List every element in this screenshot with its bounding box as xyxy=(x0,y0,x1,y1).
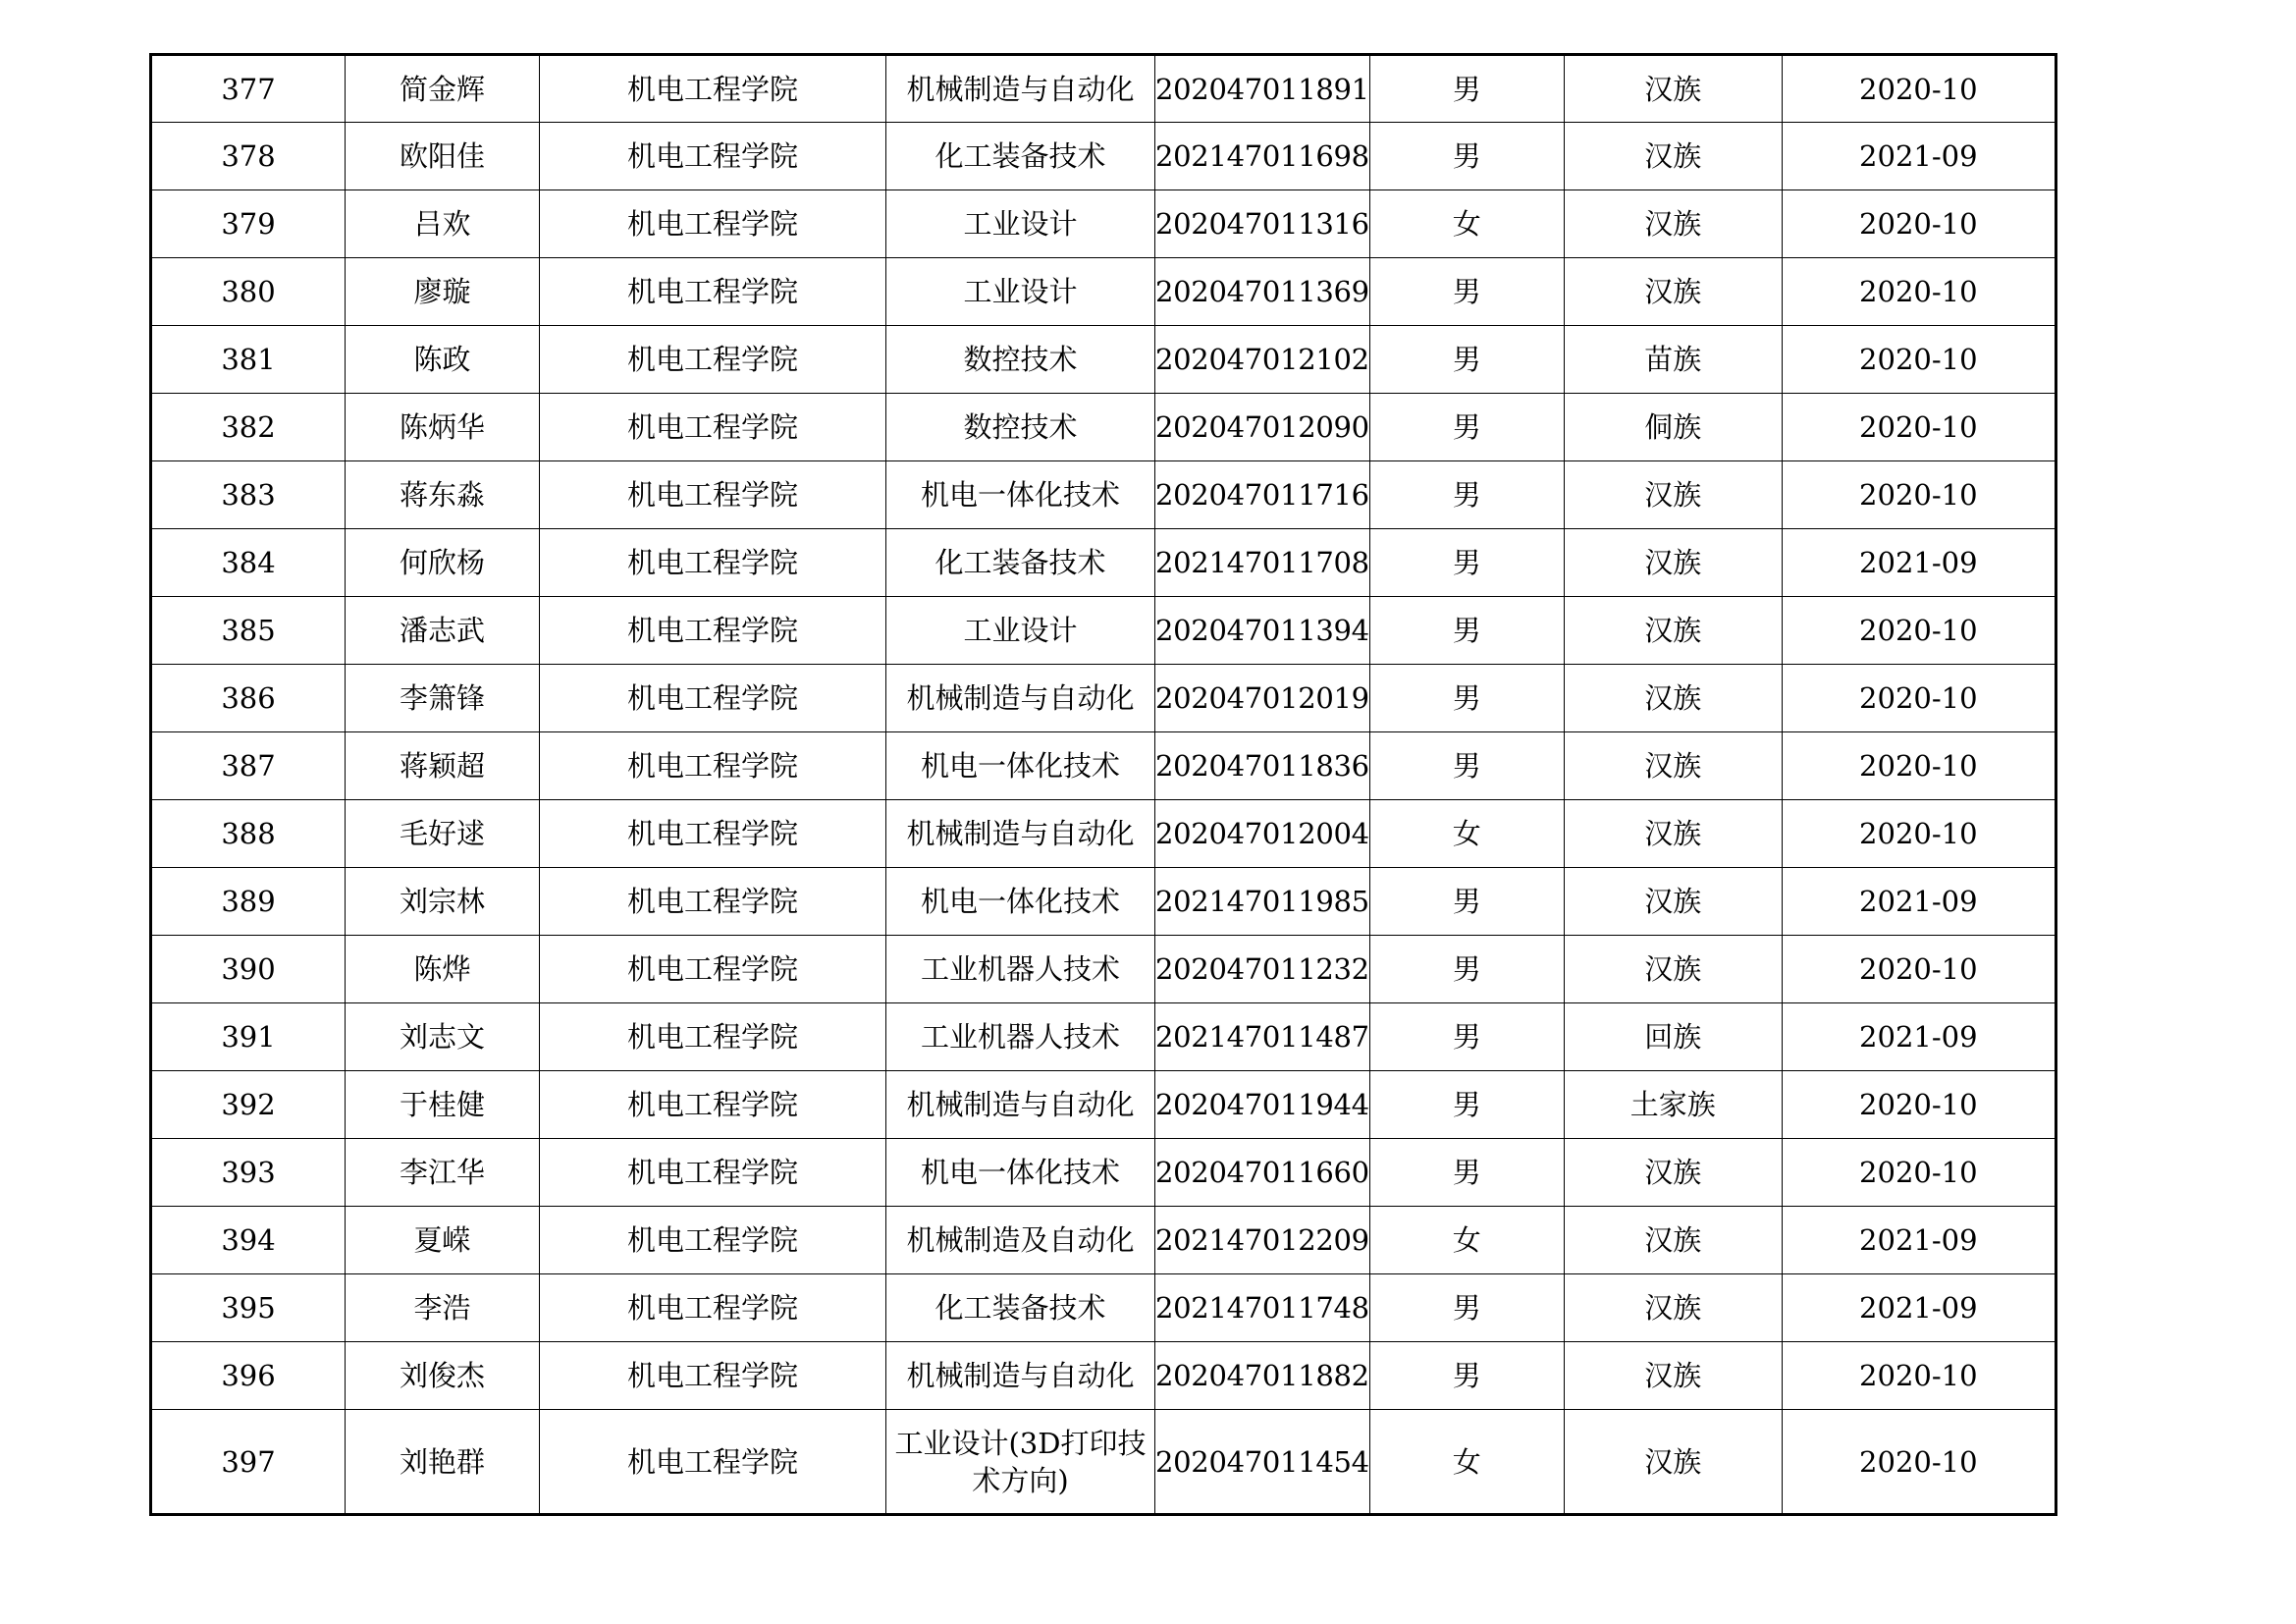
college-cell: 机电工程学院 xyxy=(540,258,886,326)
enrollment-date-cell: 2020-10 xyxy=(1782,732,2056,800)
enrollment-date-cell: 2020-10 xyxy=(1782,1139,2056,1207)
enrollment-date-cell: 2021-09 xyxy=(1782,529,2056,597)
name-cell: 李箫锋 xyxy=(346,665,540,732)
name-cell: 蒋东淼 xyxy=(346,461,540,529)
ethnicity-cell: 汉族 xyxy=(1564,800,1782,868)
ethnicity-cell: 汉族 xyxy=(1564,1274,1782,1342)
ethnicity-cell: 土家族 xyxy=(1564,1071,1782,1139)
name-cell: 刘志文 xyxy=(346,1003,540,1071)
name-cell: 李江华 xyxy=(346,1139,540,1207)
student-id-cell: 202047011316 xyxy=(1155,190,1370,258)
student-id-cell: 202147011985 xyxy=(1155,868,1370,936)
table-row xyxy=(151,868,2056,936)
gender-cell: 男 xyxy=(1369,529,1564,597)
ethnicity-cell: 汉族 xyxy=(1564,190,1782,258)
enrollment-date-cell: 2020-10 xyxy=(1782,936,2056,1003)
gender-cell: 男 xyxy=(1369,732,1564,800)
college-cell: 机电工程学院 xyxy=(540,868,886,936)
major-cell: 机电一体化技术 xyxy=(886,1139,1155,1207)
student-id-cell: 202047011369 xyxy=(1155,258,1370,326)
row-number-cell: 380 xyxy=(151,258,346,326)
ethnicity-cell: 汉族 xyxy=(1564,1207,1782,1274)
major-cell: 工业设计 xyxy=(886,597,1155,665)
table-body xyxy=(151,55,2056,1515)
ethnicity-cell: 汉族 xyxy=(1564,1139,1782,1207)
table-row xyxy=(151,1003,2056,1071)
college-cell: 机电工程学院 xyxy=(540,732,886,800)
college-cell: 机电工程学院 xyxy=(540,529,886,597)
gender-cell: 男 xyxy=(1369,326,1564,394)
gender-cell: 男 xyxy=(1369,1342,1564,1410)
ethnicity-cell: 汉族 xyxy=(1564,123,1782,190)
major-cell: 化工装备技术 xyxy=(886,1274,1155,1342)
college-cell: 机电工程学院 xyxy=(540,1003,886,1071)
enrollment-date-cell: 2020-10 xyxy=(1782,800,2056,868)
table-row xyxy=(151,529,2056,597)
major-cell: 化工装备技术 xyxy=(886,123,1155,190)
gender-cell: 女 xyxy=(1369,1410,1564,1515)
name-cell: 简金辉 xyxy=(346,55,540,123)
enrollment-date-cell: 2020-10 xyxy=(1782,258,2056,326)
name-cell: 于桂健 xyxy=(346,1071,540,1139)
name-cell: 李浩 xyxy=(346,1274,540,1342)
enrollment-date-cell: 2020-10 xyxy=(1782,597,2056,665)
gender-cell: 男 xyxy=(1369,1003,1564,1071)
name-cell: 潘志武 xyxy=(346,597,540,665)
table-row xyxy=(151,665,2056,732)
major-cell: 机械制造与自动化 xyxy=(886,800,1155,868)
college-cell: 机电工程学院 xyxy=(540,800,886,868)
student-id-cell: 202147011748 xyxy=(1155,1274,1370,1342)
row-number-cell: 386 xyxy=(151,665,346,732)
college-cell: 机电工程学院 xyxy=(540,936,886,1003)
table-row xyxy=(151,190,2056,258)
table-row xyxy=(151,1410,2056,1515)
ethnicity-cell: 汉族 xyxy=(1564,732,1782,800)
major-cell: 机械制造与自动化 xyxy=(886,55,1155,123)
ethnicity-cell: 回族 xyxy=(1564,1003,1782,1071)
table-row xyxy=(151,326,2056,394)
student-id-cell: 202047011716 xyxy=(1155,461,1370,529)
enrollment-date-cell: 2020-10 xyxy=(1782,461,2056,529)
ethnicity-cell: 苗族 xyxy=(1564,326,1782,394)
college-cell: 机电工程学院 xyxy=(540,461,886,529)
college-cell: 机电工程学院 xyxy=(540,326,886,394)
student-id-cell: 202047012090 xyxy=(1155,394,1370,461)
table-row xyxy=(151,258,2056,326)
enrollment-date-cell: 2021-09 xyxy=(1782,1274,2056,1342)
gender-cell: 男 xyxy=(1369,258,1564,326)
major-cell: 机械制造与自动化 xyxy=(886,665,1155,732)
student-id-cell: 202047012102 xyxy=(1155,326,1370,394)
enrollment-date-cell: 2020-10 xyxy=(1782,1342,2056,1410)
major-cell: 工业设计 xyxy=(886,190,1155,258)
student-id-cell: 202147011708 xyxy=(1155,529,1370,597)
college-cell: 机电工程学院 xyxy=(540,55,886,123)
table-row xyxy=(151,461,2056,529)
student-id-cell: 202147011698 xyxy=(1155,123,1370,190)
major-cell: 工业设计(3D打印技术方向) xyxy=(886,1410,1155,1515)
table-row xyxy=(151,1071,2056,1139)
ethnicity-cell: 汉族 xyxy=(1564,936,1782,1003)
ethnicity-cell: 汉族 xyxy=(1564,665,1782,732)
student-id-cell: 202047011394 xyxy=(1155,597,1370,665)
gender-cell: 男 xyxy=(1369,1274,1564,1342)
gender-cell: 男 xyxy=(1369,394,1564,461)
gender-cell: 男 xyxy=(1369,461,1564,529)
ethnicity-cell: 汉族 xyxy=(1564,461,1782,529)
row-number-cell: 387 xyxy=(151,732,346,800)
row-number-cell: 381 xyxy=(151,326,346,394)
ethnicity-cell: 汉族 xyxy=(1564,529,1782,597)
table-row xyxy=(151,1207,2056,1274)
ethnicity-cell: 汉族 xyxy=(1564,55,1782,123)
student-id-cell: 202147011487 xyxy=(1155,1003,1370,1071)
major-cell: 机电一体化技术 xyxy=(886,868,1155,936)
gender-cell: 男 xyxy=(1369,597,1564,665)
enrollment-date-cell: 2020-10 xyxy=(1782,394,2056,461)
table-row xyxy=(151,800,2056,868)
table-row xyxy=(151,1342,2056,1410)
name-cell: 欧阳佳 xyxy=(346,123,540,190)
major-cell: 机械制造及自动化 xyxy=(886,1207,1155,1274)
major-cell: 化工装备技术 xyxy=(886,529,1155,597)
enrollment-date-cell: 2020-10 xyxy=(1782,326,2056,394)
major-cell: 机电一体化技术 xyxy=(886,461,1155,529)
name-cell: 刘宗林 xyxy=(346,868,540,936)
table-row xyxy=(151,1274,2056,1342)
ethnicity-cell: 汉族 xyxy=(1564,1342,1782,1410)
ethnicity-cell: 汉族 xyxy=(1564,868,1782,936)
student-id-cell: 202047011836 xyxy=(1155,732,1370,800)
college-cell: 机电工程学院 xyxy=(540,1139,886,1207)
name-cell: 刘艳群 xyxy=(346,1410,540,1515)
enrollment-date-cell: 2021-09 xyxy=(1782,123,2056,190)
college-cell: 机电工程学院 xyxy=(540,597,886,665)
name-cell: 刘俊杰 xyxy=(346,1342,540,1410)
row-number-cell: 383 xyxy=(151,461,346,529)
name-cell: 夏嵘 xyxy=(346,1207,540,1274)
name-cell: 毛好逑 xyxy=(346,800,540,868)
major-cell: 机械制造与自动化 xyxy=(886,1071,1155,1139)
enrollment-date-cell: 2021-09 xyxy=(1782,1003,2056,1071)
college-cell: 机电工程学院 xyxy=(540,665,886,732)
college-cell: 机电工程学院 xyxy=(540,1342,886,1410)
college-cell: 机电工程学院 xyxy=(540,394,886,461)
gender-cell: 男 xyxy=(1369,1139,1564,1207)
gender-cell: 男 xyxy=(1369,936,1564,1003)
enrollment-date-cell: 2020-10 xyxy=(1782,55,2056,123)
student-id-cell: 202047012004 xyxy=(1155,800,1370,868)
gender-cell: 女 xyxy=(1369,1207,1564,1274)
enrollment-date-cell: 2021-09 xyxy=(1782,1207,2056,1274)
student-id-cell: 202147012209 xyxy=(1155,1207,1370,1274)
table-row xyxy=(151,597,2056,665)
row-number-cell: 392 xyxy=(151,1071,346,1139)
gender-cell: 男 xyxy=(1369,1071,1564,1139)
row-number-cell: 378 xyxy=(151,123,346,190)
student-id-cell: 202047012019 xyxy=(1155,665,1370,732)
ethnicity-cell: 汉族 xyxy=(1564,597,1782,665)
student-id-cell: 202047011232 xyxy=(1155,936,1370,1003)
major-cell: 工业设计 xyxy=(886,258,1155,326)
student-id-cell: 202047011891 xyxy=(1155,55,1370,123)
name-cell: 陈政 xyxy=(346,326,540,394)
enrollment-date-cell: 2020-10 xyxy=(1782,190,2056,258)
student-id-cell: 202047011660 xyxy=(1155,1139,1370,1207)
major-cell: 工业机器人技术 xyxy=(886,1003,1155,1071)
gender-cell: 男 xyxy=(1369,123,1564,190)
enrollment-date-cell: 2020-10 xyxy=(1782,1410,2056,1515)
table-row xyxy=(151,394,2056,461)
table-row xyxy=(151,55,2056,123)
gender-cell: 女 xyxy=(1369,190,1564,258)
name-cell: 陈炳华 xyxy=(346,394,540,461)
college-cell: 机电工程学院 xyxy=(540,123,886,190)
ethnicity-cell: 汉族 xyxy=(1564,258,1782,326)
student-id-cell: 202047011454 xyxy=(1155,1410,1370,1515)
row-number-cell: 377 xyxy=(151,55,346,123)
row-number-cell: 384 xyxy=(151,529,346,597)
major-cell: 工业机器人技术 xyxy=(886,936,1155,1003)
row-number-cell: 382 xyxy=(151,394,346,461)
name-cell: 何欣杨 xyxy=(346,529,540,597)
row-number-cell: 394 xyxy=(151,1207,346,1274)
row-number-cell: 379 xyxy=(151,190,346,258)
name-cell: 吕欢 xyxy=(346,190,540,258)
name-cell: 廖璇 xyxy=(346,258,540,326)
table-row xyxy=(151,936,2056,1003)
name-cell: 蒋颖超 xyxy=(346,732,540,800)
college-cell: 机电工程学院 xyxy=(540,1207,886,1274)
row-number-cell: 393 xyxy=(151,1139,346,1207)
student-id-cell: 202047011882 xyxy=(1155,1342,1370,1410)
student-id-cell: 202047011944 xyxy=(1155,1071,1370,1139)
enrollment-date-cell: 2021-09 xyxy=(1782,868,2056,936)
gender-cell: 男 xyxy=(1369,55,1564,123)
row-number-cell: 396 xyxy=(151,1342,346,1410)
table-row xyxy=(151,123,2056,190)
ethnicity-cell: 汉族 xyxy=(1564,1410,1782,1515)
enrollment-date-cell: 2020-10 xyxy=(1782,1071,2056,1139)
table-row xyxy=(151,1139,2056,1207)
college-cell: 机电工程学院 xyxy=(540,1274,886,1342)
row-number-cell: 390 xyxy=(151,936,346,1003)
row-number-cell: 389 xyxy=(151,868,346,936)
major-cell: 数控技术 xyxy=(886,394,1155,461)
major-cell: 机械制造与自动化 xyxy=(886,1342,1155,1410)
gender-cell: 男 xyxy=(1369,868,1564,936)
ethnicity-cell: 侗族 xyxy=(1564,394,1782,461)
enrollment-date-cell: 2020-10 xyxy=(1782,665,2056,732)
gender-cell: 男 xyxy=(1369,665,1564,732)
college-cell: 机电工程学院 xyxy=(540,1410,886,1515)
gender-cell: 女 xyxy=(1369,800,1564,868)
college-cell: 机电工程学院 xyxy=(540,190,886,258)
college-cell: 机电工程学院 xyxy=(540,1071,886,1139)
row-number-cell: 391 xyxy=(151,1003,346,1071)
student-table xyxy=(149,53,2057,1516)
row-number-cell: 388 xyxy=(151,800,346,868)
row-number-cell: 397 xyxy=(151,1410,346,1515)
name-cell: 陈烨 xyxy=(346,936,540,1003)
major-cell: 数控技术 xyxy=(886,326,1155,394)
major-cell: 机电一体化技术 xyxy=(886,732,1155,800)
row-number-cell: 385 xyxy=(151,597,346,665)
row-number-cell: 395 xyxy=(151,1274,346,1342)
table-row xyxy=(151,732,2056,800)
